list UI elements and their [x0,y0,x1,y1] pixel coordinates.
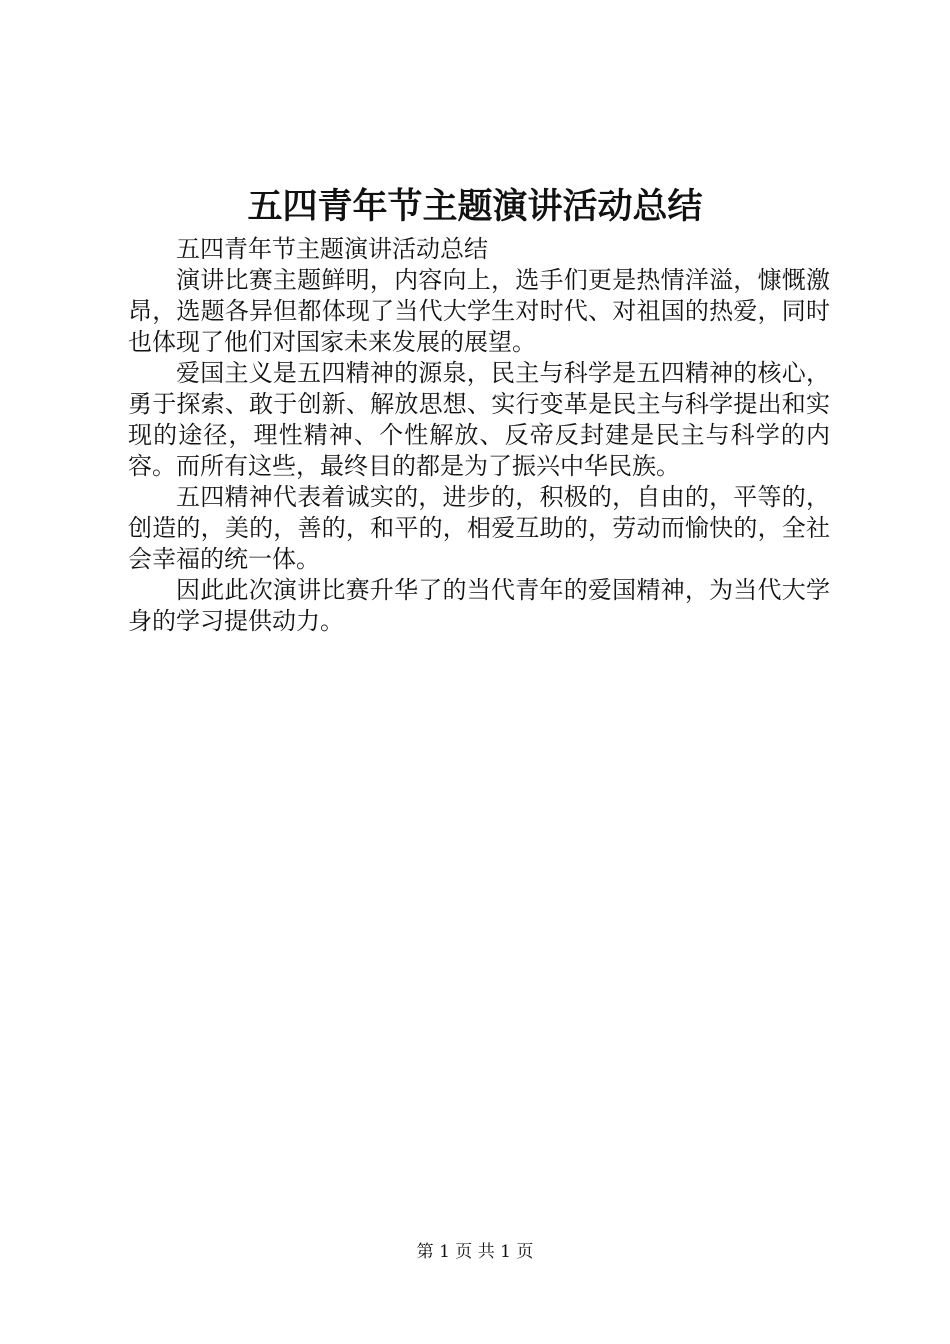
document-title: 五四青年节主题演讲活动总结 [247,186,703,227]
paragraph-3: 五四精神代表着诚实的，进步的，积极的，自由的，平等的，创造的，美的，善的，和平的，相爱互助的，劳动而愉快的，全社会幸福的统一体。 [128,483,830,573]
paragraph-2: 爱国主义是五四精神的源泉，民主与科学是五四精神的核心，勇于探索、敢于创新、解放思想、实行变革是民主与科学提出和实现的途径，理性精神、个性解放、反帝反封建是民主与科学的内容。而所有这些，最终目的都是为了振兴中华民族。 [128,359,830,480]
document-body [128,234,830,637]
page-footer: 第 1 页 共 1 页 [416,1242,534,1262]
paragraph-4: 因此此次演讲比赛升华了的当代青年的爱国精神，为当代大学身的学习提供动力。 [128,576,830,635]
paragraph-subtitle: 五四青年节主题演讲活动总结 [176,235,488,263]
paragraph-1: 演讲比赛主题鲜明，内容向上，选手们更是热情洋溢，慷慨激昂，选题各异但都体现了当代大学生对时代、对祖国的热爱，同时也体现了他们对国家未来发展的展望。 [128,266,830,356]
